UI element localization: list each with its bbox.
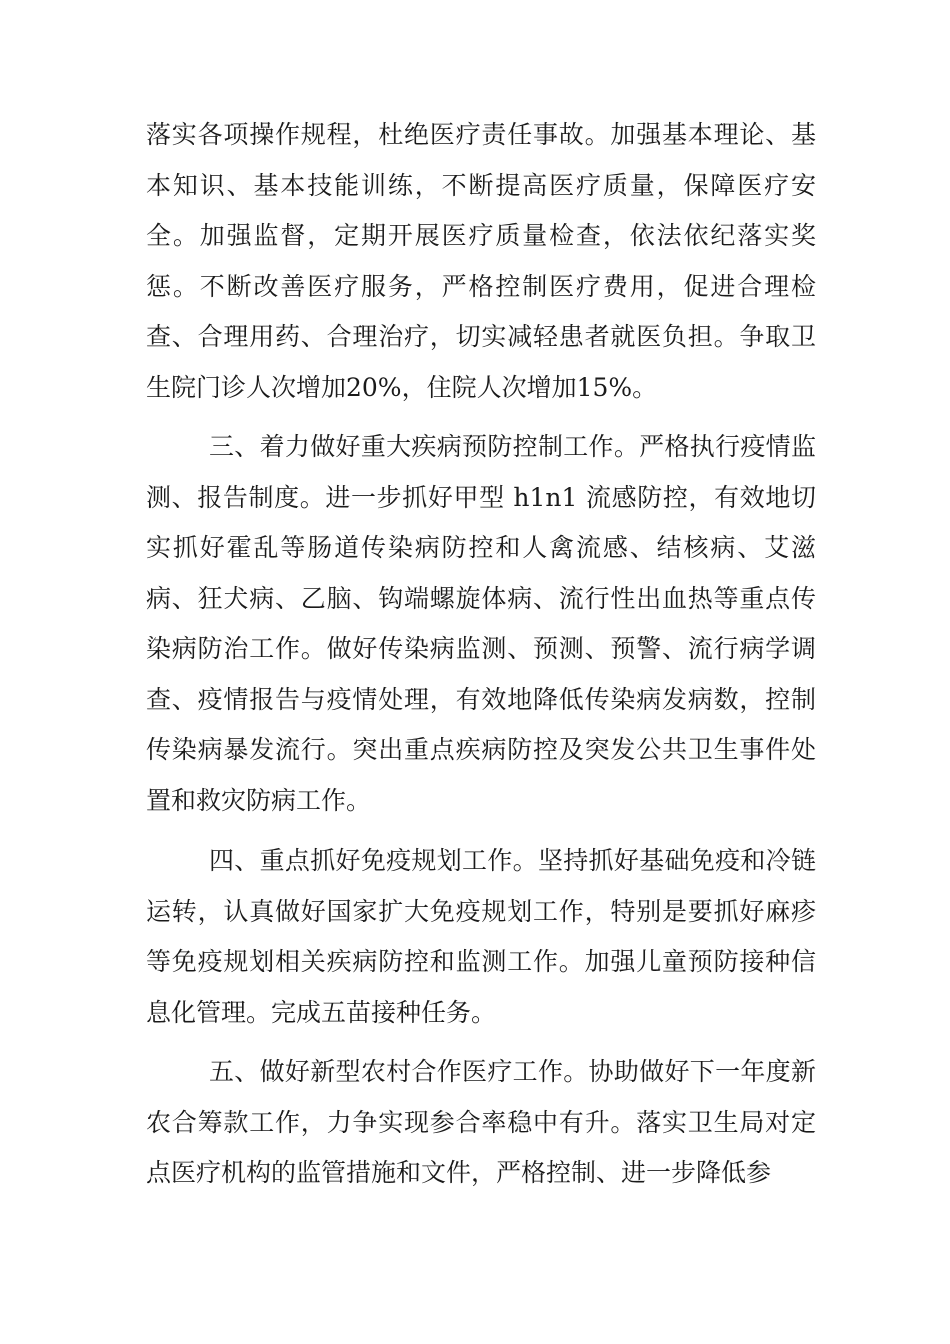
paragraph-disease-prevention: 三、着力做好重大疾病预防控制工作。严格执行疫情监测、报告制度。进一步抓好甲型 h1n1 流感防控，有效地切实抓好霍乱等肠道传染病防控和人禽流感、结核病、艾滋病、狂犬病、乙脑、钩端螺旋体病、流行性出血热等重点传染病防治工作。做好传染病监测、预测、预警、流行病学调查、疫情报告与疫情处理，有效地降低传染病发病数，控制传染病暴发流行。突出重点疾病防控及突发公共卫生事件处置和救灾防病工作。 xyxy=(146,432,816,815)
paragraph-rural-cooperative-medical: 五、做好新型农村合作医疗工作。协助做好下一年度新农合筹款工作，力争实现参合率稳中有升。落实卫生局对定点医疗机构的监管措施和文件，严格控制、进一步降低参 xyxy=(146,1057,816,1187)
paragraph-medical-quality: 落实各项操作规程，杜绝医疗责任事故。加强基本理论、基本知识、基本技能训练，不断提高医疗质量，保障医疗安全。加强监督，定期开展医疗质量检查，依法依纪落实奖惩。不断改善医疗服务，严格控制医疗费用，促进合理检查、合理用药、合理治疗，切实减轻患者就医负担。争取卫生院门诊人次增加20%，住院人次增加15%。 xyxy=(146,120,816,402)
paragraph-immunization: 四、重点抓好免疫规划工作。坚持抓好基础免疫和冷链运转，认真做好国家扩大免疫规划工作，特别是要抓好麻疹等免疫规划相关疾病防控和监测工作。加强儿童预防接种信息化管理。完成五苗接种任务。 xyxy=(146,846,816,1027)
